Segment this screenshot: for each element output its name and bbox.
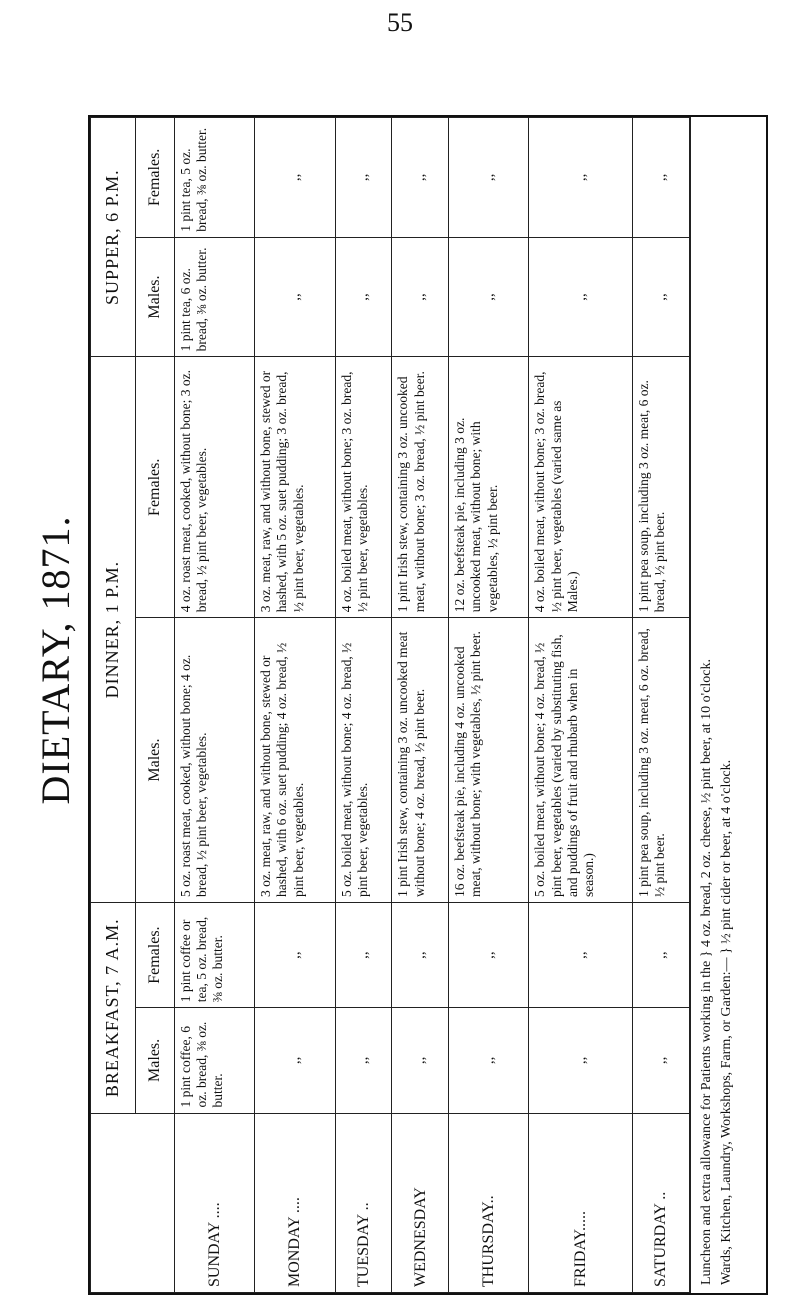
dinner-males-header: Males.: [136, 618, 175, 903]
day-label: SATURDAY ..: [633, 1113, 690, 1292]
breakfast-females-cell: 1 pint coffee or tea, 5 oz. bread, ⅜ oz. butter.: [175, 902, 255, 1007]
dinner-males-cell: 1 pint pea soup, including 3 oz. meat, 6 oz. bread, ½ pint beer.: [633, 618, 690, 903]
ditto-mark: ,,: [335, 118, 392, 238]
breakfast-header: BREAKFAST, 7 A.M.: [91, 902, 136, 1113]
day-label: THURSDAY..: [449, 1113, 529, 1292]
ditto-mark: ,,: [529, 902, 633, 1007]
ditto-mark: ,,: [449, 1008, 529, 1113]
day-label: FRIDAY.....: [529, 1113, 633, 1292]
ditto-mark: ,,: [255, 902, 335, 1007]
table-row-friday: [529, 118, 633, 1293]
dinner-males-cell: 3 oz. meat, raw, and without bone, stewed or hashed, with 6 oz. suet pudding; 4 oz. bread, ½ pint beer, vegetables.: [255, 618, 335, 903]
dinner-females-cell: 3 oz. meat, raw, and without bone, stewed or hashed, with 5 oz. suet pudding; 3 oz. bread, ½ pint beer, vegetables.: [255, 357, 335, 618]
dinner-males-cell: 1 pint Irish stew, containing 3 oz. uncooked meat without bone; 4 oz. bread, ½ pint beer.: [392, 618, 449, 903]
footnote-line-1: Luncheon and extra allowance for Patients working in the } 4 oz. bread, 2 oz. cheese, ½ pint beer, at 10 o'clock.: [699, 658, 714, 1285]
footnote: [690, 117, 770, 1293]
supper-males-cell: 1 pint tea, 6 oz. bread, ⅜ oz. butter.: [175, 237, 255, 357]
ditto-mark: ,,: [633, 237, 690, 357]
table-row-wednesday: [392, 118, 449, 1293]
ditto-mark: ,,: [449, 902, 529, 1007]
ditto-mark: ,,: [449, 237, 529, 357]
dinner-females-cell: 4 oz. boiled meat, without bone; 3 oz. bread, ½ pint beer, vegetables (varied same as Males.): [529, 357, 633, 618]
dinner-header: DINNER, 1 P.M.: [91, 357, 136, 903]
ditto-mark: ,,: [335, 902, 392, 1007]
table-row-monday: [255, 118, 335, 1293]
dinner-females-cell: 12 oz. beefsteak pie, including 3 oz. uncooked meat, without bone; with vegetables, ½ pint beer.: [449, 357, 529, 618]
day-column-header: [91, 1113, 175, 1292]
dietary-table-wrap: [88, 115, 768, 1295]
ditto-mark: ,,: [529, 237, 633, 357]
dinner-females-cell: 1 pint Irish stew, containing 3 oz. uncooked meat, without bone; 3 oz. bread, ½ pint beer.: [392, 357, 449, 618]
ditto-mark: ,,: [392, 118, 449, 238]
supper-males-header: Males.: [136, 237, 175, 357]
ditto-mark: ,,: [335, 1008, 392, 1113]
page-title: DIETARY, 1871.: [32, 515, 78, 805]
ditto-mark: ,,: [449, 118, 529, 238]
ditto-mark: ,,: [529, 118, 633, 238]
table-row-tuesday: [335, 118, 392, 1293]
dinner-males-cell: 16 oz. beefsteak pie, including 4 oz. uncooked meat, without bone; with vegetables, ½ pint beer.: [449, 618, 529, 903]
ditto-mark: ,,: [335, 237, 392, 357]
dinner-males-cell: 5 oz. boiled meat, without bone; 4 oz. bread, ½ pint beer, vegetables (varied by substituting fish, and puddings of fruit and rhubarb when in season.): [529, 618, 633, 903]
supper-header: SUPPER, 6 P.M.: [91, 118, 136, 357]
ditto-mark: ,,: [392, 237, 449, 357]
ditto-mark: ,,: [633, 1008, 690, 1113]
supper-females-cell: 1 pint tea, 5 oz. bread, ⅜ oz. butter.: [175, 118, 255, 238]
ditto-mark: ,,: [392, 902, 449, 1007]
page-number: 55: [387, 8, 413, 37]
ditto-mark: ,,: [633, 902, 690, 1007]
dinner-males-cell: 5 oz. boiled meat, without bone; 4 oz. bread, ½ pint beer, vegetables.: [335, 618, 392, 903]
ditto-mark: ,,: [633, 118, 690, 238]
table-row-thursday: [449, 118, 529, 1293]
table-row-sunday: [175, 118, 255, 1293]
ditto-mark: ,,: [255, 237, 335, 357]
footnote-line-2: Wards, Kitchen, Laundry, Workshops, Farm, or Garden:— } ½ pint cider or beer, at 4 o'clock.: [719, 759, 735, 1285]
dinner-females-header: Females.: [136, 357, 175, 618]
day-label: WEDNESDAY: [392, 1113, 449, 1292]
ditto-mark: ,,: [392, 1008, 449, 1113]
breakfast-males-header: Males.: [136, 1008, 175, 1113]
dinner-females-cell: 4 oz. boiled meat, without bone; 3 oz. bread, ½ pint beer, vegetables.: [335, 357, 392, 618]
dietary-table: [88, 115, 768, 1295]
day-label: TUESDAY ..: [335, 1113, 392, 1292]
dinner-females-cell: 1 pint pea soup, including 3 oz. meat, 6 oz. bread, ½ pint beer.: [633, 357, 690, 618]
dinner-males-cell: 5 oz. roast meat, cooked, without bone; 4 oz. bread, ½ pint beer, vegetables.: [175, 618, 255, 903]
day-label: MONDAY ....: [255, 1113, 335, 1292]
day-label: SUNDAY ....: [175, 1113, 255, 1292]
dietary-grid: [90, 117, 690, 1293]
dinner-females-cell: 4 oz. roast meat, cooked, without bone; 3 oz. bread, ½ pint beer, vegetables.: [175, 357, 255, 618]
breakfast-females-header: Females.: [136, 902, 175, 1007]
breakfast-males-cell: 1 pint coffee, 6 oz. bread, ⅜ oz. butter.: [175, 1008, 255, 1113]
table-row-saturday: [633, 118, 690, 1293]
ditto-mark: ,,: [255, 118, 335, 238]
ditto-mark: ,,: [529, 1008, 633, 1113]
ditto-mark: ,,: [255, 1008, 335, 1113]
supper-females-header: Females.: [136, 118, 175, 238]
